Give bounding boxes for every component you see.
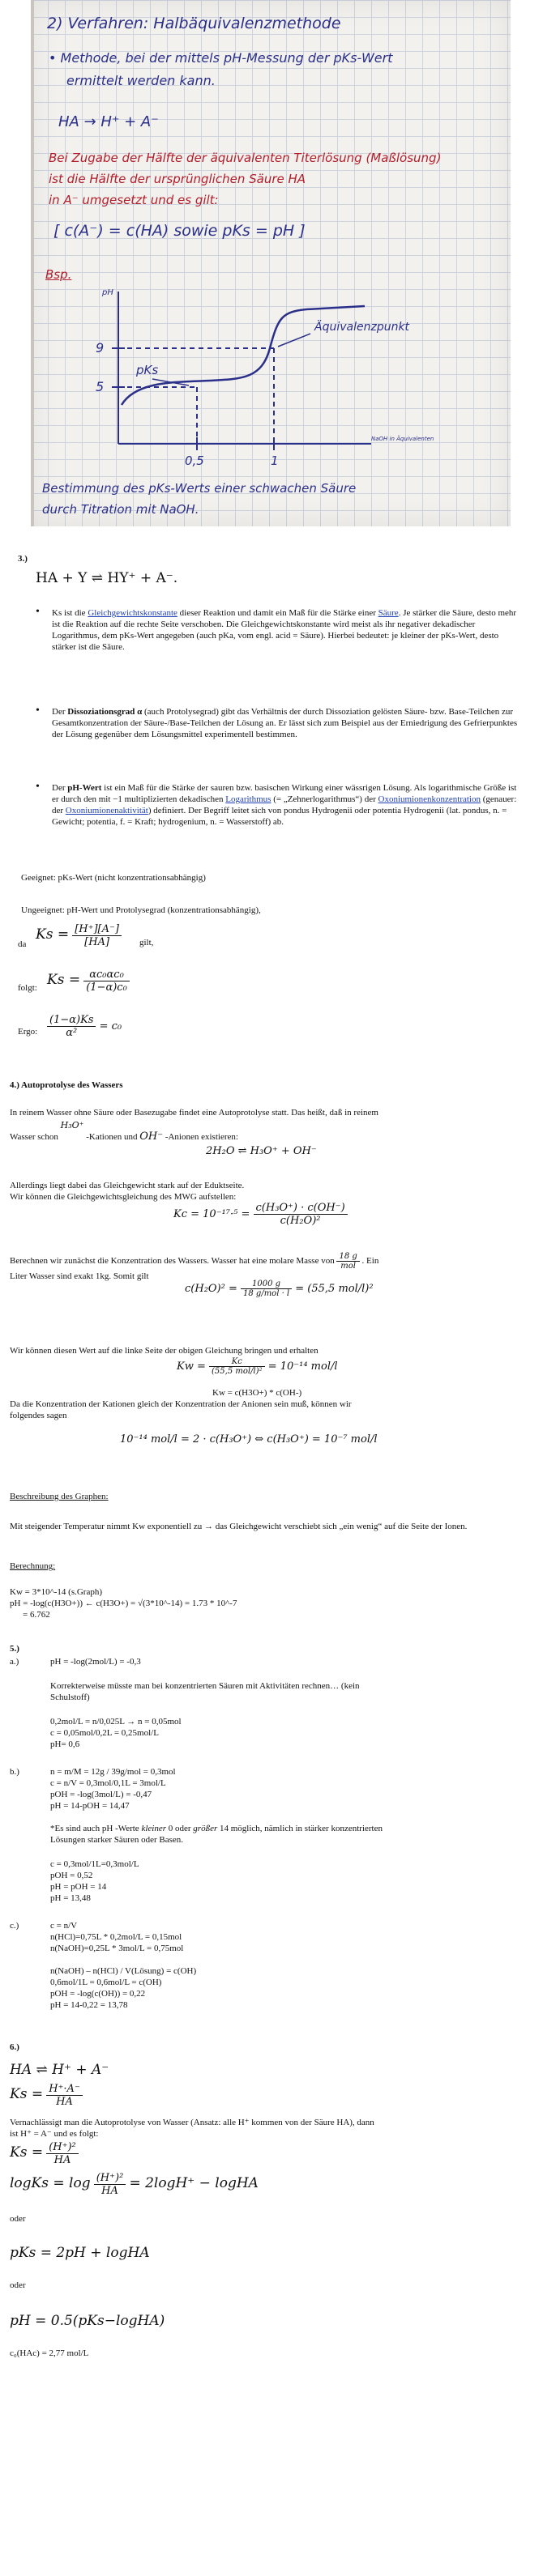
s6-ks-numerator: H⁺·A⁻ <box>46 2083 83 2096</box>
bullet-dot: • <box>36 705 40 717</box>
kw-p6b: folgendes sagen <box>10 1411 67 1420</box>
ks-lhs: Ks = <box>36 926 70 943</box>
part-c-line-2: n(HCl)=0,75L * 0,2mol/L = 0,15mol <box>50 1932 182 1942</box>
kw-definition: Kw = c(H3O+) * c(OH-) <box>212 1388 302 1398</box>
ks-formula <box>36 923 122 948</box>
oder-1: oder <box>10 2214 26 2224</box>
ks-text-c: . Je stärker die Säure, desto mehr ist die Reaktion auf die rechte Seite verschoben. Die Gleichgewichtskonstante wird meist als ihr negativer dekadischer Logarithmus, dem pKs-Wert angegeben (auch pKa, vom engl. acid = Säure). Hierbei bedeutet: je kleiner der pKs-Wert, desto stärker ist die Säure. <box>52 608 517 652</box>
ph-formula: pH = 0.5(pKs−logHA) <box>10 2313 165 2329</box>
notebook-photo <box>31 0 511 526</box>
p1b-text-c: -Anionen existieren: <box>165 1132 238 1142</box>
kw-formula <box>177 1357 338 1376</box>
part-b-line-10: pH = 13,48 <box>50 1893 91 1903</box>
p4-text-b: . Ein <box>361 1256 379 1267</box>
oh-ion: OH⁻ <box>139 1130 164 1143</box>
titration-sketch <box>31 0 511 526</box>
autoprotolysis-p1: In reinem Wasser ohne Säure oder Basezugabe findet eine Autoprotolyse statt. Das heißt, daß in reinem <box>10 1108 378 1118</box>
ks-paragraph <box>52 607 522 653</box>
dissociation-equation: HA ⇌ H⁺ + A⁻ <box>10 2062 109 2078</box>
calc-line-1: Kw = 3*10^-14 (s.Graph) <box>10 1587 103 1597</box>
link-logarithmus[interactable]: Logarithmus <box>225 794 272 804</box>
kw-intro: Wir können diesen Wert auf die linke Seite der obigen Gleichung bringen und erhalten <box>10 1346 319 1356</box>
section-3-number: 3.) <box>18 554 28 564</box>
h3o-ion: H₃O⁺ <box>60 1120 84 1130</box>
link-saeure[interactable]: Säure <box>378 608 399 618</box>
note-text-2: ist die Hälfte der ursprünglichen Säure HA <box>49 172 306 186</box>
ergo-denominator: α² <box>66 1027 78 1039</box>
kc-numerator: c(H₃O⁺) · c(OH⁻) <box>254 1202 348 1215</box>
sketch-pks-label: pKs <box>136 363 159 377</box>
part-b-line-7: c = 0,3mol/1L=0,3mol/L <box>50 1859 139 1869</box>
kw-p6: Da die Konzentration der Kationen gleich der Konzentration der Anionen sein muß, können wir <box>10 1399 352 1409</box>
ks-squared-formula <box>10 2141 79 2166</box>
suitable-text: Geeignet: pKs-Wert (nicht konzentrationsabhängig) <box>21 873 206 883</box>
approx-p1: Vernachlässigt man die Autoprotolyse von Wasser (Ansatz: alle H⁺ kommen von der Säure HA), dann <box>10 2118 374 2127</box>
part-a-line-1: pH = -log(2mol/L) = -0,3 <box>50 1657 141 1667</box>
ks-text-a: Ks ist die <box>52 608 88 618</box>
ks2-numerator: αc₀αc₀ <box>83 969 130 981</box>
ergo-rhs: = c₀ <box>99 1020 122 1033</box>
ch2o-denominator: 18 g/mol · l <box>243 1289 290 1298</box>
part-a-label: a.) <box>10 1657 19 1667</box>
part-c-line-4: n(NaOH) – n(HCl) / V(Lösung) = c(OH) <box>50 1966 197 1976</box>
note-text-b: 0 oder <box>166 1824 194 1833</box>
p4-text-a: Berechnen wir zunächst die Konzentration des Wassers. Wasser hat eine molare Masse von <box>10 1256 335 1267</box>
note-reaction: HA → H⁺ + A⁻ <box>58 113 159 130</box>
alpha-text-a: Der <box>52 707 68 717</box>
part-b-note-2: Lösungen starker Säuren oder Basen. <box>50 1835 184 1845</box>
sketch-tick-9-label: 9 <box>96 340 105 356</box>
part-b-line-8: pOH = 0,52 <box>50 1871 93 1880</box>
alpha-paragraph <box>52 706 522 740</box>
note-example: Bsp. <box>45 267 72 282</box>
ks2-formula <box>47 969 130 994</box>
note-bottom-1: Bestimmung des pKs-Werts einer schwachen Säure <box>42 481 357 496</box>
ch2o-numerator: 1000 g <box>241 1279 292 1289</box>
part-c-line-1: c = n/V <box>50 1921 78 1931</box>
section-6-number: 6.) <box>10 2042 19 2052</box>
alpha-term: Dissoziationsgrad α <box>67 707 143 717</box>
kw-lhs: Kw = <box>177 1360 206 1373</box>
sketch-tick-1-label: 1 <box>271 453 279 468</box>
ch2o-lhs: c(H₂O)² = <box>185 1283 237 1295</box>
note-text-1: Bei Zugabe der Hälfte der äquivalenten Titerlösung (Maßlösung) <box>49 151 442 165</box>
ks2-denominator: (1−α)c₀ <box>86 981 127 994</box>
ch2o-rhs: = (55,5 mol/l)² <box>295 1283 374 1295</box>
s6-ks2-denominator: HA <box>53 2154 71 2166</box>
part-a-line-6: pH= 0,6 <box>50 1739 80 1749</box>
water-equilibrium: 2H₂O ⇌ H₃O⁺ + OH⁻ <box>206 1145 317 1157</box>
s6-ks-denominator: HA <box>56 2096 73 2108</box>
kc-lhs: Kc = 10⁻¹⁷·⁵ = <box>173 1208 250 1220</box>
part-a-line-5: c = 0,05mol/0,2L = 0,25mol/L <box>50 1728 159 1738</box>
ph-text-e: (genauer: der <box>52 794 517 815</box>
log-denominator: HA <box>101 2185 118 2197</box>
calc-heading: Berechnung: <box>10 1561 56 1571</box>
sketch-arrow-eq <box>278 334 310 347</box>
calc-line-3: = 6.762 <box>23 1610 50 1620</box>
sketch-axis-x-label: NaOH in Äquivalenten <box>371 436 434 442</box>
autoprotolysis-p2: Allerdings liegt dabei das Gleichgewicht stark auf der Eduktseite. <box>10 1181 245 1190</box>
part-b-note <box>50 1824 383 1833</box>
note-kleiner: kleiner <box>141 1824 166 1833</box>
sketch-eq-label: Äquivalenzpunkt <box>314 321 410 334</box>
molar-mass-den: mol <box>340 1262 356 1271</box>
section-5-number: 5.) <box>10 1644 19 1654</box>
ph-term: pH-Wert <box>67 783 102 793</box>
section-3-equation: HA + Y ⇌ HY⁺ + A⁻. <box>36 570 178 586</box>
note-boxed-equation: [ c(A⁻) = c(HA) sowie pKs = pH ] <box>53 222 306 240</box>
ks-denominator: [HA] <box>84 936 110 948</box>
calc-line-2: pH = -log(c(H3O+)) ← c(H3O+) = √(3*10^-14) = 1.73 * 10^-7 <box>10 1599 237 1608</box>
link-oxoniumionenkonzentration[interactable]: Oxoniumionenkonzentration <box>378 794 481 804</box>
autoprotolysis-p1b <box>10 1120 238 1143</box>
ph-text-f: ) definiert. Der Begriff leitet sich von pondus Hydrogenii oder potentia Hydrogenii (lat. pondus, n. = Gewicht; potentia, f. = Kraft; hydrogenium, n. = Wasserstoff) ab. <box>52 806 507 827</box>
s6-ks2-lhs: Ks = <box>10 2144 44 2161</box>
ph-text-a: Der <box>52 783 68 793</box>
gilt-label: gilt, <box>139 938 154 947</box>
part-b-line-9: pH = pOH = 14 <box>50 1882 107 1892</box>
part-b-line-1: n = m/M = 12g / 39g/mol = 0,3mol <box>50 1767 176 1777</box>
section-4-title: 4.) Autoprotolyse des Wassers <box>10 1080 123 1090</box>
oder-2: oder <box>10 2280 26 2290</box>
sketch-axis-y-label: pH <box>102 288 113 297</box>
s6-ks2-numerator: (H⁺)² <box>46 2141 79 2154</box>
part-c-line-3: n(NaOH)=0,25L * 3mol/L = 0,75mol <box>50 1944 184 1953</box>
kc-formula <box>173 1202 348 1227</box>
kw-rhs: = 10⁻¹⁴ mol/l <box>267 1360 338 1373</box>
ks-numerator: [H⁺][A⁻] <box>72 923 122 936</box>
water-conc-p4c: Liter Wasser sind exakt 1kg. Somit gilt <box>10 1271 149 1281</box>
part-c-line-5: 0,6mol/1L = 0,6mol/L = c(OH) <box>50 1978 162 1987</box>
autoprotolysis-p3: Wir können die Gleichgewichtsgleichung des MWG aufstellen: <box>10 1192 237 1202</box>
note-text-c: 14 möglich, nämlich in stärker konzentrierten <box>217 1824 383 1833</box>
log-rhs: = 2logH⁺ − logHA <box>129 2175 259 2191</box>
ks-text-b: dieser Reaktion und damit ein Maß für die Stärke einer <box>177 608 378 618</box>
p1b-text-a: Wasser schon <box>10 1132 58 1142</box>
molar-mass-num: 18 g <box>336 1252 359 1262</box>
ergo-formula <box>47 1014 122 1039</box>
ks-def-formula <box>10 2083 83 2108</box>
folgt-label: folgt: <box>18 983 37 993</box>
part-b-line-4: pH = 14-pOH = 14,47 <box>50 1801 130 1811</box>
ks2-lhs: Ks = <box>47 972 81 988</box>
p1b-text-b: -Kationen und <box>86 1132 138 1142</box>
bullet-dot: • <box>36 781 40 793</box>
log-numerator: (H⁺)² <box>94 2172 126 2185</box>
ph-text-d: (= „Zehnerlogarithmus“) der <box>271 794 378 804</box>
da-label: da <box>18 939 27 949</box>
link-gleichgewichtskonstante[interactable]: Gleichgewichtskonstante <box>88 608 177 618</box>
note-text-a: *Es sind auch pH -Werte <box>50 1824 142 1833</box>
ph-text-c: ist ein Maß für die Stärke der sauren bzw. basischen Wirkung einer wässrigen Lösung. Als logarithmische Größe ist er durch den mit −1 multiplizierten dekadischen <box>52 783 517 804</box>
part-c-line-7: pH = 14-0,22 = 13,78 <box>50 2000 128 2010</box>
log-lhs: logKs = log <box>10 2175 91 2191</box>
part-b-line-3: pOH = -log(3mol/L) = -0,47 <box>50 1790 152 1799</box>
part-a-line-2: Korrekterweise müsste man bei konzentrierten Säuren mit Aktivitäten rechnen… (kein <box>50 1681 360 1691</box>
sketch-tick-05-label: 0,5 <box>185 453 204 468</box>
kc-denominator: c(H₂O)² <box>280 1215 321 1227</box>
sketch-tick-5-label: 5 <box>96 379 105 394</box>
note-title: 2) Verfahren: Halbäquivalenzmethode <box>47 15 341 32</box>
h3o-result: 10⁻¹⁴ mol/l = 2 · c(H₃O⁺) ⇔ c(H₃O⁺) = 10⁻⁷ mol/l <box>120 1433 378 1446</box>
unsuitable-text: Ungeeignet: pH-Wert und Protolysegrad (konzentrationsabhängig), <box>21 905 261 915</box>
note-groesser: größer <box>193 1824 218 1833</box>
ergo-label: Ergo: <box>18 1027 38 1037</box>
graph-heading: Beschreibung des Graphen: <box>10 1492 109 1501</box>
kw-numerator: Kc <box>209 1357 265 1367</box>
note-bottom-2: durch Titration mit NaOH. <box>42 502 199 517</box>
c-h2o-formula <box>185 1279 374 1298</box>
part-c-line-6: pOH = -log(c(OH)) = 0,22 <box>50 1989 146 1999</box>
part-a-line-4: 0,2mol/L = n/0,025L → n = 0,05mol <box>50 1717 182 1727</box>
bullet-dot: • <box>36 606 40 618</box>
part-a-line-3: Schulstoff) <box>50 1692 90 1702</box>
approx-p1b: ist H⁺ = A⁻ und es folgt: <box>10 2129 99 2139</box>
part-c-label: c.) <box>10 1921 19 1931</box>
link-oxoniumionenaktivitaet[interactable]: Oxoniumionenaktivität <box>65 806 148 815</box>
part-b-line-2: c = n/V = 0,3mol/0,1L = 3mol/L <box>50 1778 166 1788</box>
pks-formula: pKs = 2pH + logHA <box>10 2245 150 2261</box>
ergo-numerator: (1−α)Ks <box>47 1014 96 1027</box>
alpha-text-c: (auch Protolysegrad) gibt das Verhältnis der durch Dissoziation gelösten Säure- bzw. Base-Teilchen zur Gesamtkonzentration der Säure-/Base-Teilchen der Lösung an. Er lässt sich zum Beispiel aus der Erniedrigung des Gefrierpunktes der Lösung gegenüber dem Lösungsmittel experimentell bestimmen. <box>52 707 518 739</box>
graph-description: Mit steigender Temperatur nimmt Kw exponentiell zu → das Gleichgewicht verschiebt sich „ein wenig“ auf die Seite der Ionen. <box>10 1522 468 1531</box>
note-bullet: • Methode, bei der mittels pH-Messung der pKs-Wert <box>49 50 393 66</box>
s6-ks-lhs: Ks = <box>10 2086 44 2102</box>
ph-paragraph <box>52 782 522 828</box>
note-text-3: in A⁻ umgesetzt und es gilt: <box>49 193 219 207</box>
part-b-label: b.) <box>10 1767 19 1777</box>
note-bullet-cont: ermittelt werden kann. <box>66 73 216 88</box>
log-ks-formula <box>10 2172 259 2197</box>
c0-result: c₀(HAc) = 2,77 mol/L <box>10 2348 89 2358</box>
kw-denominator: (55,5 mol/l)² <box>212 1367 263 1376</box>
water-conc-p4 <box>10 1252 378 1271</box>
